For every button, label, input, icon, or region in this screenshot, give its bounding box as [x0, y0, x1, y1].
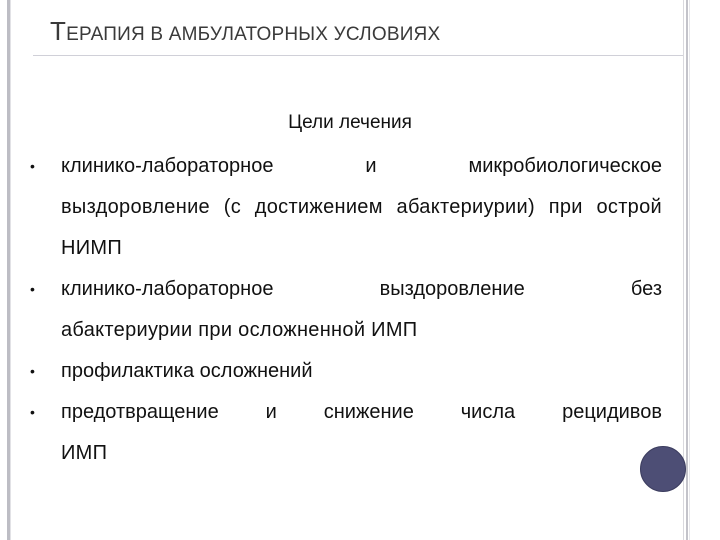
bullet-list — [30, 146, 662, 474]
bullet-continuation: абактериурии при осложненной ИМП — [61, 319, 418, 341]
bullet-first-line — [61, 351, 662, 392]
bullet-word: числа — [460, 401, 516, 423]
bullet-word: выздоровление — [379, 278, 525, 300]
bullet-word: и — [365, 155, 377, 177]
bullet-item-2 — [30, 269, 662, 351]
frame-right-outer-line — [689, 0, 690, 540]
bullet-word: и — [265, 401, 277, 423]
frame-right-border — [686, 0, 688, 540]
bullet-item-3 — [30, 351, 662, 392]
bullet-word: предотвращение — [61, 401, 219, 423]
bullet-text: профилактика осложнений — [61, 360, 313, 382]
title-first-letter: Т — [50, 16, 67, 46]
bullet-item-1 — [30, 146, 662, 269]
bullet-icon: • — [30, 158, 35, 174]
decorative-circle — [640, 446, 686, 492]
frame-left-inner-line — [10, 0, 11, 540]
bullet-icon: • — [30, 281, 35, 297]
bullet-item-4 — [30, 392, 662, 474]
title-underline — [33, 55, 683, 56]
bullet-word: клинико-лабораторное — [61, 155, 274, 177]
slide-subtitle: Цели лечения — [288, 112, 412, 133]
bullet-word: микробиологическое — [468, 155, 662, 177]
bullet-word: клинико-лабораторное — [61, 278, 274, 300]
bullet-icon: • — [30, 363, 35, 379]
bullet-first-line — [61, 392, 662, 433]
bullet-continuation: ИМП — [61, 442, 108, 464]
bullet-first-line — [61, 146, 662, 187]
bullet-word: снижение — [323, 401, 414, 423]
bullet-word: рецидивов — [562, 401, 662, 423]
bullet-icon: • — [30, 404, 35, 420]
bullet-word: без — [630, 278, 662, 300]
bullet-first-line — [61, 269, 662, 310]
bullet-continuation: выздоровление (с достижением абактериурии) при острой НИМП — [61, 196, 662, 259]
slide-title — [50, 16, 440, 47]
title-rest: ЕРАПИЯ В АМБУЛАТОРНЫХ УСЛОВИЯХ — [66, 24, 441, 45]
